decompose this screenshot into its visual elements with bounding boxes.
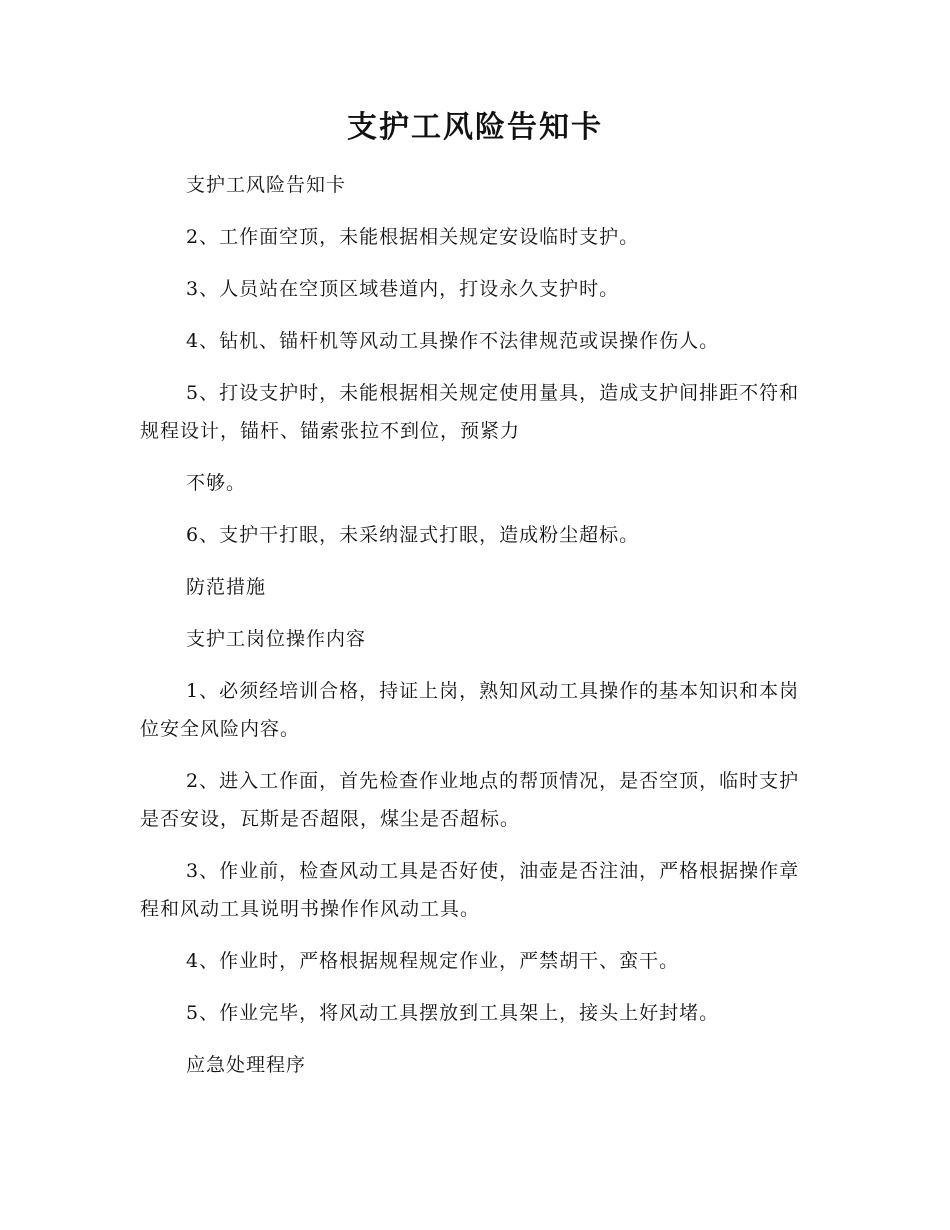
paragraph-risk-5-continued: 不够。	[186, 472, 247, 494]
paragraph-operation-5: 5、作业完毕，将风动工具摆放到工具架上，接头上好封堵。	[186, 1002, 720, 1024]
section-heading-prevention: 防范措施	[186, 576, 267, 598]
document-title: 支护工风险告知卡	[347, 110, 603, 145]
paragraph-operation-2: 2、进入工作面，首先检查作业地点的帮顶情况，是否空顶，临时支护是否安设，瓦斯是否超限，煤尘是否超标。	[140, 770, 800, 830]
document-body	[140, 166, 810, 1098]
paragraph-risk-2: 2、工作面空顶，未能根据相关规定安设临时支护。	[186, 226, 640, 248]
paragraph-operation-1: 1、必须经培训合格，持证上岗，熟知风动工具操作的基本知识和本岗位安全风险内容。	[140, 680, 800, 740]
paragraph-operation-3: 3、作业前，检查风动工具是否好使，油壶是否注油，严格根据操作章程和风动工具说明书操作作风动工具。	[140, 860, 800, 920]
paragraph-risk-6: 6、支护干打眼，未采纳湿式打眼，造成粉尘超标。	[186, 524, 640, 546]
section-heading-operation: 支护工岗位操作内容	[186, 628, 367, 650]
paragraph-operation-4: 4、作业时，严格根据规程规定作业，严禁胡干、蛮干。	[186, 950, 680, 972]
paragraph-risk-4: 4、钻机、锚杆机等风动工具操作不法律规范或误操作伤人。	[186, 330, 720, 352]
paragraph-card-heading: 支护工风险告知卡	[186, 174, 347, 196]
section-heading-emergency: 应急处理程序	[186, 1054, 307, 1076]
paragraph-risk-5: 5、打设支护时，未能根据相关规定使用量具，造成支护间排距不符和规程设计，锚杆、锚索张拉不到位，预紧力	[140, 382, 800, 442]
paragraph-risk-3: 3、人员站在空顶区域巷道内，打设永久支护时。	[186, 278, 620, 300]
